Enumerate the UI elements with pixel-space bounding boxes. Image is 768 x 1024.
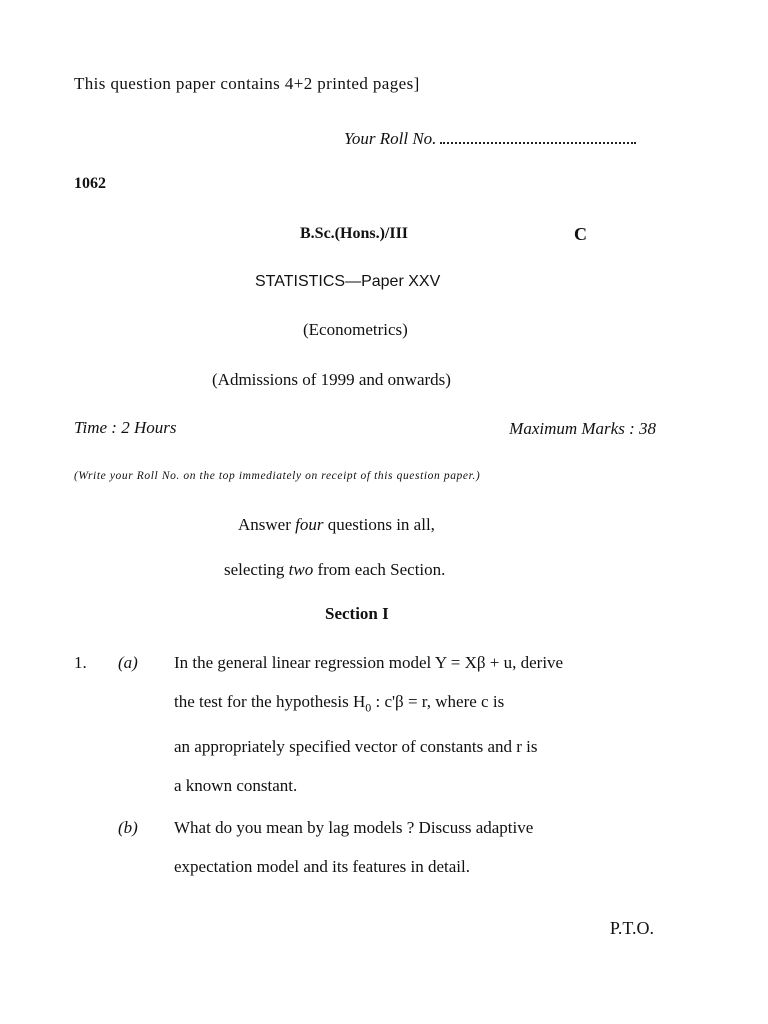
question-1a-text [174,643,656,805]
question-number: 1. [74,653,87,672]
instruction-emphasis: four [295,515,324,534]
question-line: an appropriately specified vector of constants and r is [174,737,538,757]
admissions-note: (Admissions of 1999 and onwards) [212,370,451,389]
part-label-a: (a) [118,653,138,672]
question-line: a known constant. [174,776,298,796]
maximum-marks: Maximum Marks : 38 [509,419,656,438]
set-letter: C [574,224,587,244]
instruction-text: selecting [224,560,289,579]
roll-number-dotted-line [440,128,636,144]
question-1b-text [174,808,656,886]
question-line [174,682,656,727]
section-title: Section I [325,604,389,623]
instruction-text: questions in all, [323,515,435,534]
pages-note: This question paper contains 4+2 printed pages] [74,74,420,93]
paper-code: 1062 [74,175,106,192]
part-label-b: (b) [118,818,138,837]
question-line: In the general linear regression model Y = Xβ + u, derive [174,653,564,672]
page-turn-note: P.T.O. [609,918,654,938]
topic-title: (Econometrics) [303,320,408,339]
instruction-line-1 [238,515,435,535]
time-allowed: Time : 2 Hours [74,418,177,437]
question-line-part: : c'β = r, where c is [371,692,505,711]
question-line: What do you mean by lag models ? Discuss adaptive [174,818,534,837]
roll-number-label: Your Roll No. [344,129,437,148]
roll-number-field [344,128,636,149]
instruction-line-2 [224,560,445,580]
subscript: 0 [365,700,372,715]
question-line-part: the test for the hypothesis H [174,692,366,711]
subject-title: STATISTICS—Paper XXV [255,273,441,290]
instruction-emphasis: two [288,560,314,579]
course-name: B.Sc.(Hons.)/III [300,225,409,242]
instruction-text: Answer [238,515,296,534]
roll-instruction: (Write your Roll No. on the top immediately on receipt of this question paper.) [74,470,481,482]
question-line: expectation model and its features in detail. [174,857,470,876]
instruction-text: from each Section. [313,560,446,579]
